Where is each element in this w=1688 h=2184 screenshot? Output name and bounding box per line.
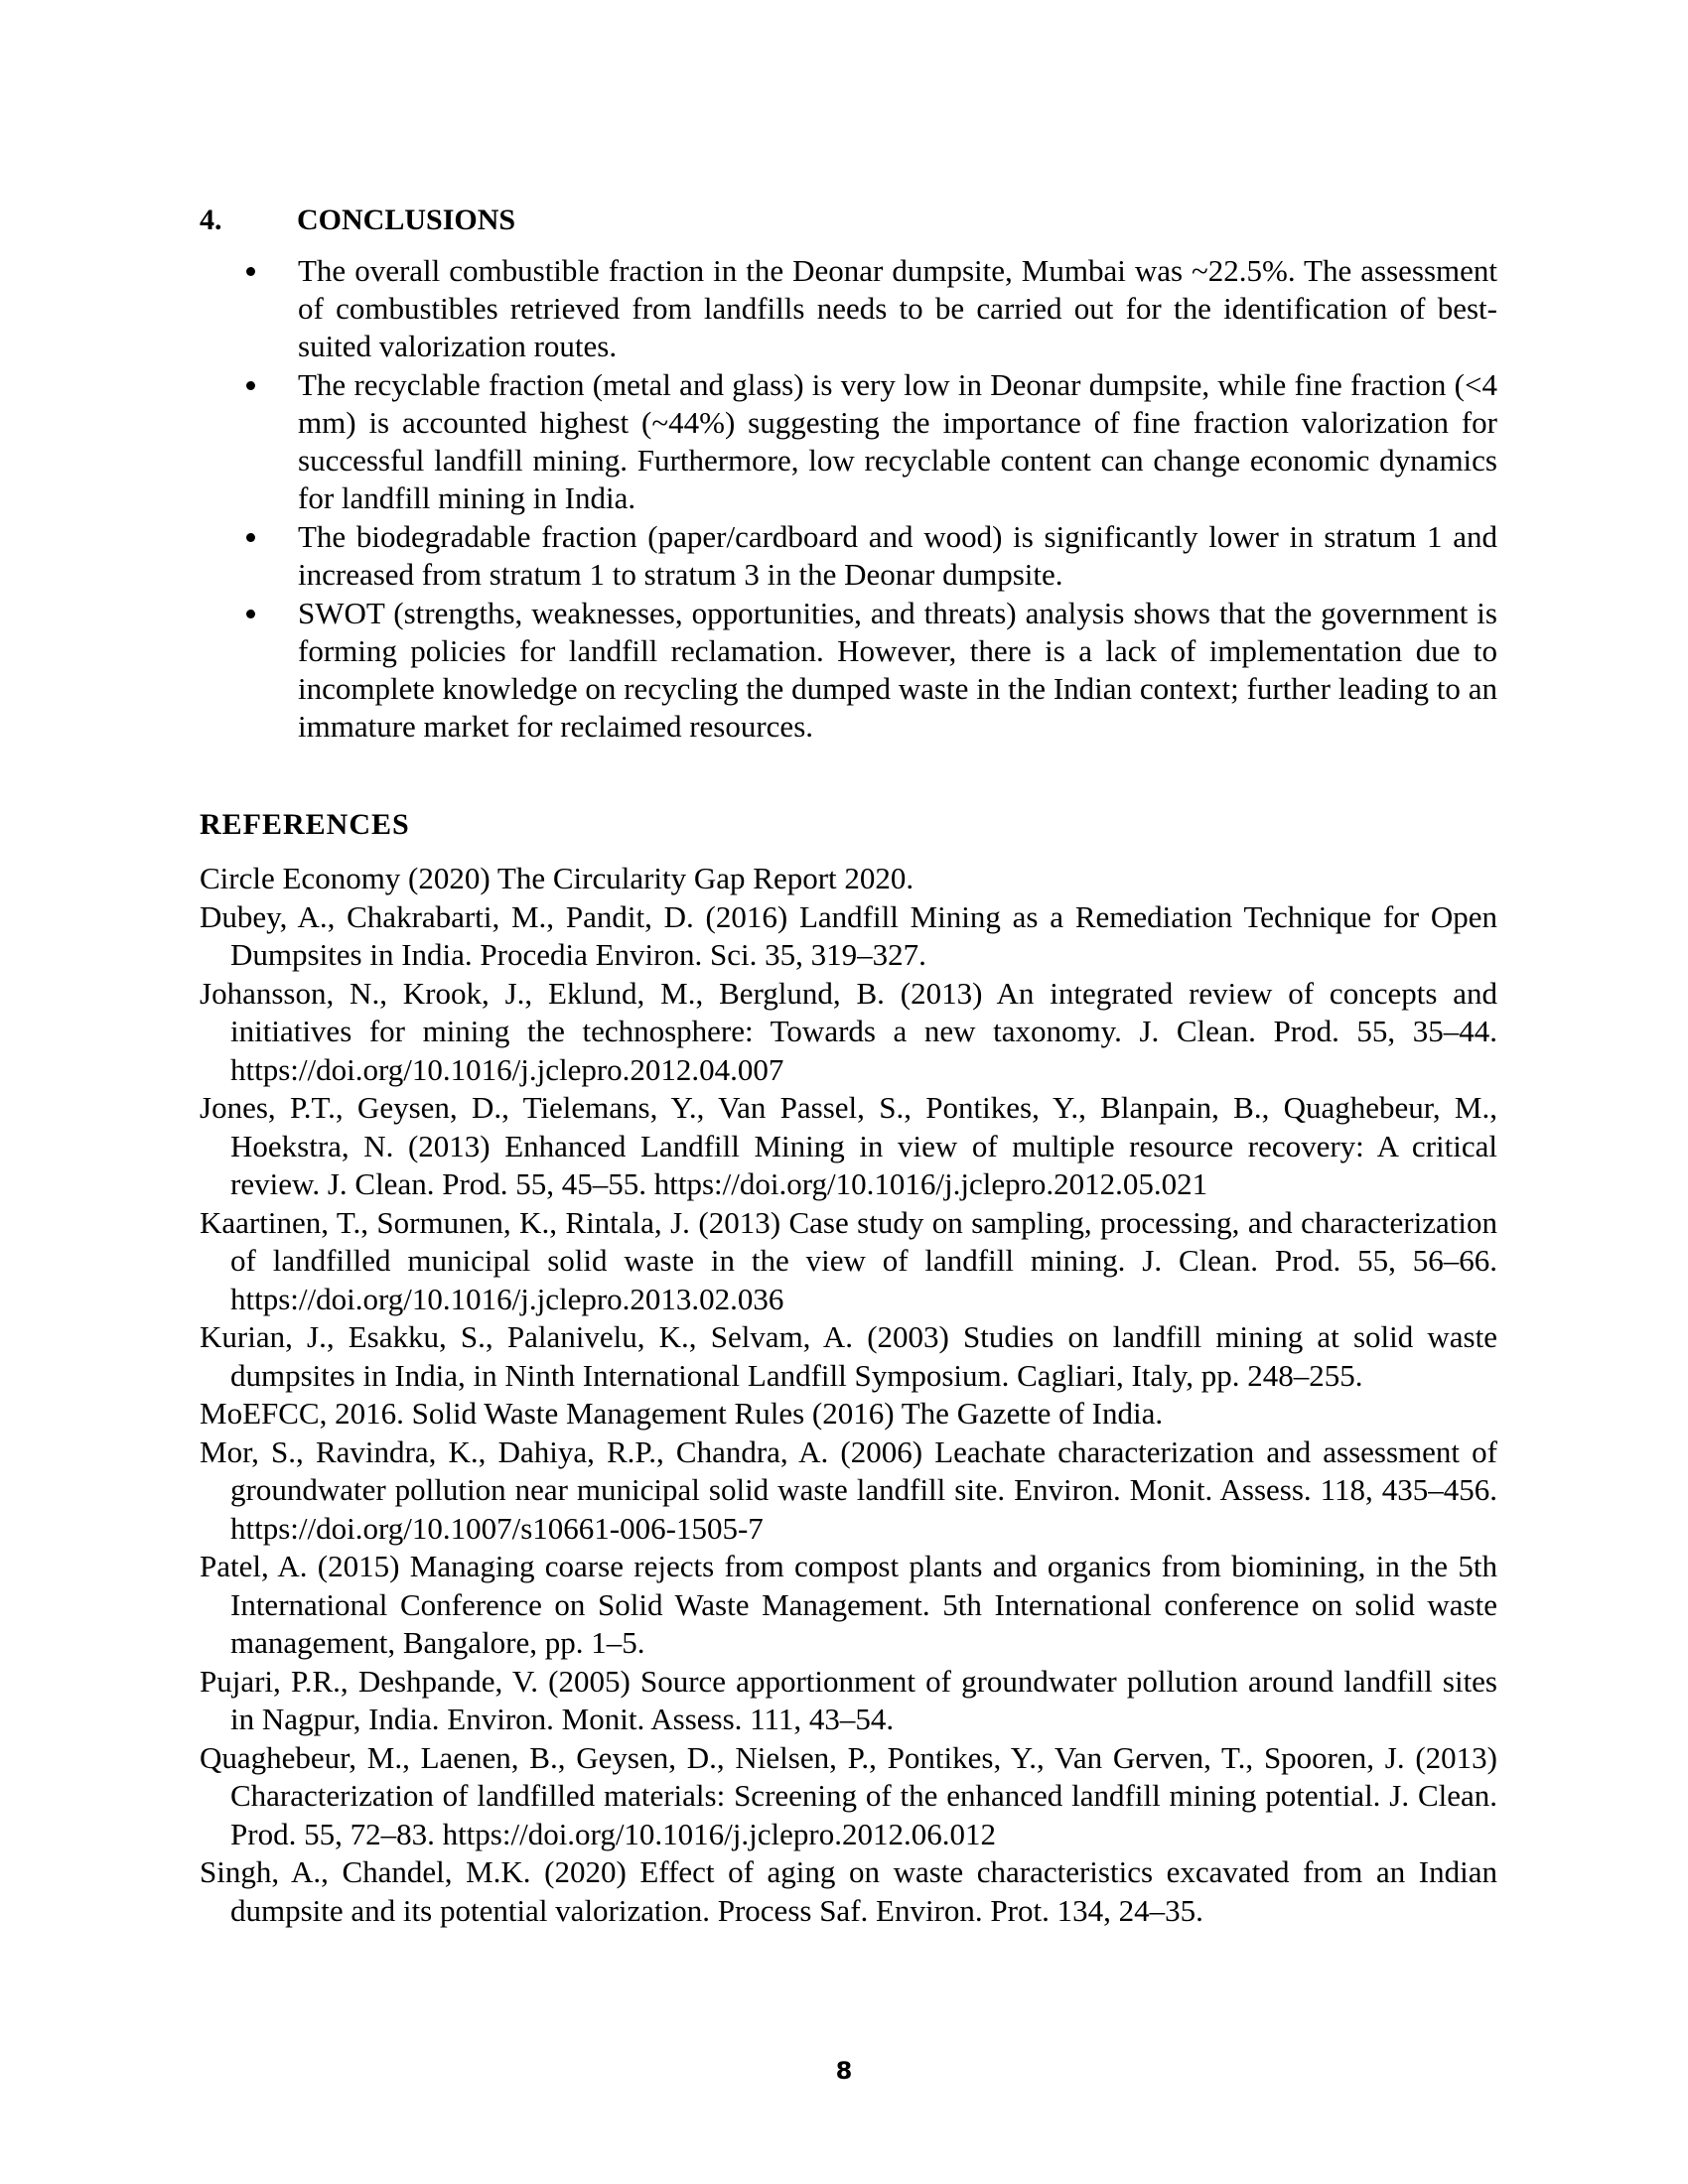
page-number: 8 xyxy=(835,2057,853,2085)
conclusion-bullet xyxy=(200,595,1497,746)
reference-item: MoEFCC, 2016. Solid Waste Management Rules (2016) The Gazette of India. xyxy=(200,1396,1164,1431)
reference-item: Johansson, N., Krook, J., Eklund, M., Berglund, B. (2013) An integrated review of concepts and initiatives for mining the technosphere: Towards a new taxonomy. J. Clean. Prod. 55, 35–44. https://doi.org/10.1016/j.jclepro.2012.04.007 xyxy=(200,975,1497,1087)
bullet-dot-icon xyxy=(246,381,255,390)
reference-item: Kurian, J., Esakku, S., Palanivelu, K., Selvam, A. (2003) Studies on landfill mining at solid waste dumpsites in India, in Ninth International Landfill Symposium. Cagliari, Italy, pp. 248–255. xyxy=(200,1319,1497,1393)
bullet-text: The recyclable fraction (metal and glass) is very low in Deonar dumpsite, while fine fraction (<4 mm) is accounted highest (~44%) suggesting the importance of fine fraction valorization for successful landfill mining. Furthermore, low recyclable content can change economic dynamics for landfill mining in India. xyxy=(298,367,1497,515)
bullet-text: The overall combustible fraction in the Deonar dumpsite, Mumbai was ~22.5%. The assessment of combustibles retrieved from landfills needs to be carried out for the identification of best-suited valorization routes. xyxy=(298,253,1497,363)
bullet-text: SWOT (strengths, weaknesses, opportunities, and threats) analysis shows that the government is forming policies for landfill reclamation. However, there is a lack of implementation due to incomplete knowledge on recycling the dumped waste in the Indian context; further leading to an immature market for reclaimed resources. xyxy=(298,596,1497,744)
bullet-text: The biodegradable fraction (paper/cardboard and wood) is significantly lower in stratum 1 and increased from stratum 1 to stratum 3 in the Deonar dumpsite. xyxy=(298,519,1497,592)
reference-item: Patel, A. (2015) Managing coarse rejects from compost plants and organics from biomining, in the 5th International Conference on Solid Waste Management. 5th International conference on solid waste management, Bangalore, pp. 1–5. xyxy=(200,1549,1497,1660)
bullet-dot-icon xyxy=(246,533,255,542)
section-number: 4. xyxy=(200,204,222,236)
reference-item: Pujari, P.R., Deshpande, V. (2005) Source apportionment of groundwater pollution around landfill sites in Nagpur, India. Environ. Monit. Assess. 111, 43–54. xyxy=(200,1663,1497,1736)
conclusions-list xyxy=(200,252,1497,747)
conclusion-bullet xyxy=(200,518,1497,594)
references-heading: REFERENCES xyxy=(200,808,410,841)
reference-item: Dubey, A., Chakrabarti, M., Pandit, D. (2016) Landfill Mining as a Remediation Technique for Open Dumpsites in India. Procedia Environ. Sci. 35, 319–327. xyxy=(200,898,1497,972)
reference-item: Mor, S., Ravindra, K., Dahiya, R.P., Chandra, A. (2006) Leachate characterization and assessment of groundwater pollution near municipal solid waste landfill site. Environ. Monit. Assess. 118, 435–456. https://doi.org/10.1007/s10661-006-1505-7 xyxy=(200,1433,1497,1546)
conclusions-heading xyxy=(200,203,515,238)
section-title: CONCLUSIONS xyxy=(297,204,516,236)
reference-item: Circle Economy (2020) The Circularity Gap Report 2020. xyxy=(200,861,914,895)
reference-item: Jones, P.T., Geysen, D., Tielemans, Y., Van Passel, S., Pontikes, Y., Blanpain, B., Quaghebeur, M., Hoekstra, N. (2013) Enhanced Landfill Mining in view of multiple resource recovery: A critical review. J. Clean. Prod. 55, 45–55. https://doi.org/10.1016/j.jclepro.2012.05.021 xyxy=(200,1090,1497,1201)
conclusion-bullet xyxy=(200,366,1497,517)
reference-item: Quaghebeur, M., Laenen, B., Geysen, D., Nielsen, P., Pontikes, Y., Van Gerven, T., Spooren, J. (2013) Characterization of landfilled materials: Screening of the enhanced landfill mining potential. J. Clean. Prod. 55, 72–83. https://doi.org/10.1016/j.jclepro.2012.06.012 xyxy=(200,1739,1497,1851)
bullet-dot-icon xyxy=(246,267,255,276)
references-list xyxy=(200,860,1497,1930)
reference-item: Singh, A., Chandel, M.K. (2020) Effect of aging on waste characteristics excavated from an Indian dumpsite and its potential valorization. Process Saf. Environ. Prot. 134, 24–35. xyxy=(200,1854,1497,1928)
conclusion-bullet xyxy=(200,252,1497,365)
bullet-dot-icon xyxy=(246,610,255,618)
reference-item: Kaartinen, T., Sormunen, K., Rintala, J. (2013) Case study on sampling, processing, and characterization of landfilled municipal solid waste in the view of landfill mining. J. Clean. Prod. 55, 56–66. https://doi.org/10.1016/j.jclepro.2013.02.036 xyxy=(200,1204,1497,1316)
